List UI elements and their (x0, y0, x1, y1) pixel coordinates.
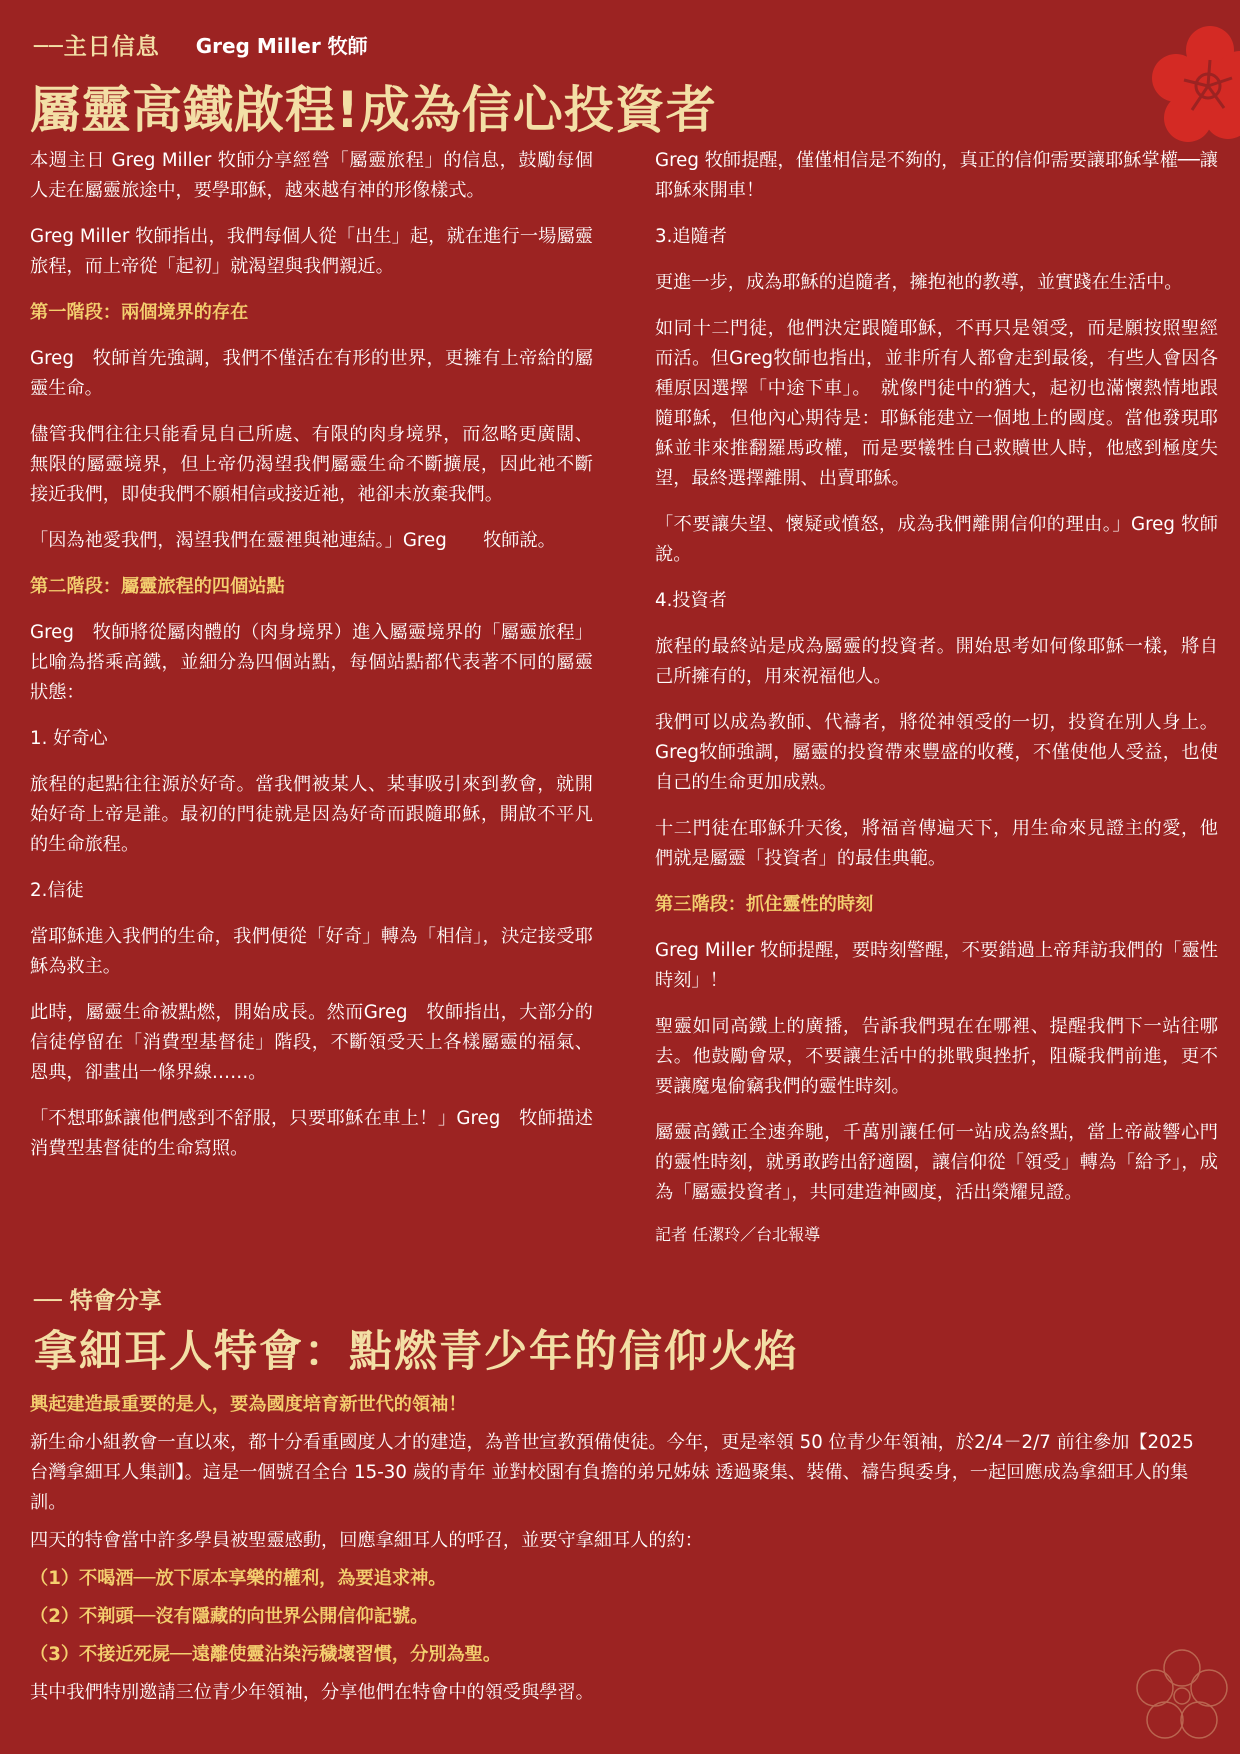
paragraph: 聖靈如同高鐵上的廣播，告訴我們現在在哪裡、提醒我們下一站往哪去。他鼓勵會眾，不要讓生活中的挑戰與挫折，阻礙我們前進，更不要讓魔鬼偷竊我們的靈性時刻。 (655, 1016, 1218, 1097)
paragraph: 4.投資者 (655, 590, 727, 611)
section-heading: 第一階段：兩個境界的存在 (30, 302, 249, 323)
paragraph: 本週主日 Greg Miller 牧師分享經營「屬靈旅程」的信息，鼓勵每個人走在屬靈旅途中，要學耶穌，越來越有神的形像樣式。 (30, 150, 593, 201)
paragraph: 新生命小組教會一直以來，都十分看重國度人才的建造，為普世宣教預備使徒。今年，更是率領 50 位青少年領袖，於2/4－2/7 前往參加【2025 台灣拿細耳人集訓】。這是一個號召全台 15-30 歲的青年 並對校園有負擔的弟兄姊妹 透過聚集、裝備、禱告與委身，一起回應成為拿細耳人的集訓。 (30, 1432, 1194, 1513)
paragraph: 如同十二門徒，他們決定跟隨耶穌，不再只是領受，而是願按照聖經而活。但Greg牧師也指出，並非所有人都會走到最後，有些人會因各種原因選擇「中途下車」。 就像門徒中的猶大，起初也滿懷熱情地跟隨耶穌，但他內心期待是：耶穌能建立一個地上的國度。當他發現耶穌並非來推翻羅馬政權，而是要犧牲自己救贖世人時，他感到極度失望，最終選擇離開、出賣耶穌。 (655, 318, 1218, 489)
paragraph: 其中我們特別邀請三位青少年領袖，分享他們在特會中的領受與學習。 (30, 1682, 594, 1703)
paragraph: 「因為祂愛我們，渴望我們在靈裡與祂連結。」Greg 牧師說。 (30, 530, 556, 551)
plum-blossom-outline-icon (1132, 1646, 1232, 1746)
paragraph: 「不要讓失望、懷疑或憤怒，成為我們離開信仰的理由。」Greg 牧師說。 (655, 514, 1218, 565)
paragraph: 屬靈高鐵正全速奔馳，千萬別讓任何一站成為終點，當上帝敲響心門的靈性時刻，就勇敢跨出舒適圈，讓信仰從「領受」轉為「給予」，成為「屬靈投資者」，共同建造神國度，活出榮耀見證。 (655, 1122, 1218, 1203)
section-header (34, 28, 368, 61)
article-body (30, 146, 1218, 1256)
paragraph: 「不想耶穌讓他們感到不舒服，只要耶穌在車上！」Greg 牧師描述消費型基督徒的生命寫照。 (30, 1108, 593, 1159)
paragraph: Greg 牧師提醒，僅僅相信是不夠的，真正的信仰需要讓耶穌掌權──讓耶穌來開車！ (655, 150, 1218, 201)
paragraph: 2.信徒 (30, 880, 84, 901)
section-heading: （2）不剃頭──沒有隱藏的向世界公開信仰記號。 (30, 1606, 429, 1627)
section2-body (30, 1390, 1210, 1716)
paragraph: 3.追隨者 (655, 226, 727, 247)
paragraph: Greg 牧師將從屬肉體的（肉身境界）進入屬靈境界的「屬靈旅程」比喻為搭乘高鐵，並細分為四個站點，每個站點都代表著不同的屬靈狀態： (30, 622, 593, 703)
right-column (655, 146, 1218, 1256)
paragraph: 1. 好奇心 (30, 728, 108, 749)
paragraph: 旅程的起點往往源於好奇。當我們被某人、某事吸引來到教會，就開始好奇上帝是誰。最初的門徒就是因為好奇而跟隨耶穌，開啟不平凡的生命旅程。 (30, 774, 593, 855)
paragraph: 十二門徒在耶穌升天後，將福音傳遍天下，用生命來見證主的愛，他們就是屬靈「投資者」的最佳典範。 (655, 818, 1218, 869)
paragraph: 更進一步，成為耶穌的追隨者，擁抱祂的教導，並實踐在生活中。 (655, 272, 1183, 293)
paragraph: Greg Miller 牧師提醒，要時刻警醒，不要錯過上帝拜訪我們的「靈性時刻」！ (655, 940, 1218, 991)
reporter-credit: 記者 任潔玲／台北報導 (655, 1225, 821, 1244)
paragraph: 此時，屬靈生命被點燃，開始成長。然而Greg 牧師指出，大部分的信徒停留在「消費型基督徒」階段，不斷領受天上各樣屬靈的福氣、恩典，卻畫出一條界線……。 (30, 1002, 593, 1083)
section-heading: 第三階段：抓住靈性的時刻 (655, 894, 874, 915)
section-heading: （1）不喝酒──放下原本享樂的權利，為要追求神。 (30, 1568, 447, 1589)
plum-blossom-icon (1140, 20, 1240, 150)
paragraph: 當耶穌進入我們的生命，我們便從「好奇」轉為「相信」，決定接受耶穌為救主。 (30, 926, 593, 977)
section-heading: 第二階段：屬靈旅程的四個站點 (30, 576, 285, 597)
section-label: ──主日信息 (34, 33, 160, 60)
author-name: Greg Miller 牧師 (195, 34, 368, 58)
paragraph: 旅程的最終站是成為屬靈的投資者。開始思考如何像耶穌一樣，將自己所擁有的，用來祝福他人。 (655, 636, 1218, 687)
paragraph: 我們可以成為教師、代禱者，將從神領受的一切，投資在別人身上。Greg牧師強調，屬靈的投資帶來豐盛的收穫，不僅使他人受益，也使自己的生命更加成熟。 (655, 712, 1218, 793)
paragraph: Greg 牧師首先強調，我們不僅活在有形的世界，更擁有上帝給的屬靈生命。 (30, 348, 593, 399)
article-title: 屬靈高鐵啟程!成為信心投資者 (30, 81, 717, 139)
section2-label: ── 特會分享 (34, 1287, 162, 1314)
paragraph: Greg Miller 牧師指出，我們每個人從「出生」起，就在進行一場屬靈旅程，而上帝從「起初」就渴望與我們親近。 (30, 226, 593, 277)
section-heading: （3）不接近死屍──遠離使靈沾染污穢壞習慣，分別為聖。 (30, 1644, 502, 1665)
paragraph: 儘管我們往往只能看見自己所處、有限的肉身境界，而忽略更廣闊、無限的屬靈境界，但上帝仍渴望我們屬靈生命不斷擴展，因此祂不斷接近我們，即使我們不願相信或接近祂，祂卻未放棄我們。 (30, 424, 593, 505)
paragraph: 四天的特會當中許多學員被聖靈感動，回應拿細耳人的呼召，並要守拿細耳人的約： (30, 1530, 703, 1551)
section2-title: 拿細耳人特會：點燃青少年的信仰火焰 (34, 1327, 799, 1377)
section-heading: 興起建造最重要的是人，要為國度培育新世代的領袖！ (30, 1394, 467, 1415)
left-column (30, 146, 593, 1256)
